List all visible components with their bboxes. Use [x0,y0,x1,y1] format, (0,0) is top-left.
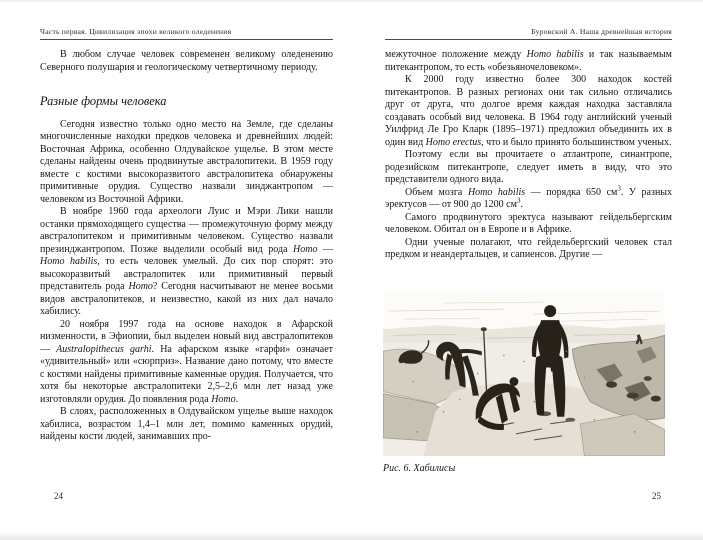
page-right [385,0,672,540]
scan-edge-bottom [0,531,703,540]
running-header-left: Часть первая. Цивилизация эпохи великого оледенения [40,27,232,36]
page-number-right: 25 [652,491,661,501]
habilines-engraving [383,291,665,456]
figure-caption: Рис. 6. Хабилисы [383,463,456,474]
paragraph: В ноябре 1960 года археологи Луис и Мэри Лики нашли останки прямоходящего существа — промежуточную форму между австралопитеком и примитивным человеком. Существо назвали презинджантропом. Позже выделили особый вид рода Homo — Homo habilis, то есть человек умелый. До сих пор спорят: это высокоразвитый австралопитек или примитивный первый представитель рода Homo? Сегодня насчитывают не менее восьми видов австралопитеков, и неизвестно, какой из них дал начало хабилису. [40,206,333,317]
page-left [40,0,333,540]
body-text-right [385,49,672,262]
paragraph: Самого продвинутого эректуса называют гейдельбергским человеком. Обитал он в Европе и в Африке. [385,211,672,235]
paragraph: В слоях, расположенных в Олдувайском ущелье выше находок хабилиса, возрастом 1,4–1 млн лет, помимо каменных орудий, найдены кости людей, занимавших про- [40,406,333,442]
body-text-left [40,49,333,444]
header-rule-right [385,39,672,40]
figure-block [383,291,665,474]
paragraph: Одни ученые полагают, что гейдельбергский человек стал предком и неандертальцев, и сапиенсов. Другие — [385,236,672,260]
paragraph: Объем мозга Homo habilis — порядка 650 $см^3$. У разных эректусов — от 900 до 1200 $см^3$. [385,184,673,210]
paragraph: Поэтому если вы прочитаете о атлантропе, синантропе, родезийском питекантропе, следует иметь в виду, что это представители одного вида. [385,149,672,185]
paragraph: В любом случае человек современен великому оледенению Северного полушария и геологическому четвертичному периоду. [40,49,333,73]
paragraph: Сегодня известно только одно место на Земле, где сделаны многочисленные находки предков человека и древнейших людей: Восточная Африка, особенно Олдувайское ущелье. В этом месте сделаны найдены очень продвинутые австралопитеки. В 1959 году вместе с костями высокоразвитого австралопитека обнаружены примитивные орудия. Существо назвали зинджантропом — человеком из Восточной Африки. [40,118,333,205]
page-number-left: 24 [54,491,63,501]
paragraph: 20 ноября 1997 года на основе находок в Афарской низменности, в Эфиопии, был выделен новый вид австралопитеков — Australopithecus garhi. На афарском языке «гарфи» означает «удивительный» или «сюрприз». Название дано потому, что вместе с костями найдены примитивные каменные орудия. Получается, что хотя бы некоторые австралопитеки 2,5–2,6 млн лет назад уже изготовляли орудия. До появления рода Homo. [40,318,333,405]
paragraph: К 2000 году известно более 300 находок костей питекантропов. В разных регионах они так сильно отличались друг от друга, что долгое время каждая находка заставляла создавать особый вид человека. В 1964 году английский ученый Уилфрид Ле Гро Кларк (1895–1971) предложил объединить их в один вид Homo erectus, что и было принято большинством ученых. [385,74,672,148]
header-rule-left [40,39,333,40]
paragraph: межуточное положение между Homo habilis и так называемым питекантропом, то есть «обезьяночеловеком». [385,49,672,73]
running-header-right: Буровский А. Наша древнейшая история [531,27,672,36]
section-heading: Разные формы человека [40,94,167,108]
